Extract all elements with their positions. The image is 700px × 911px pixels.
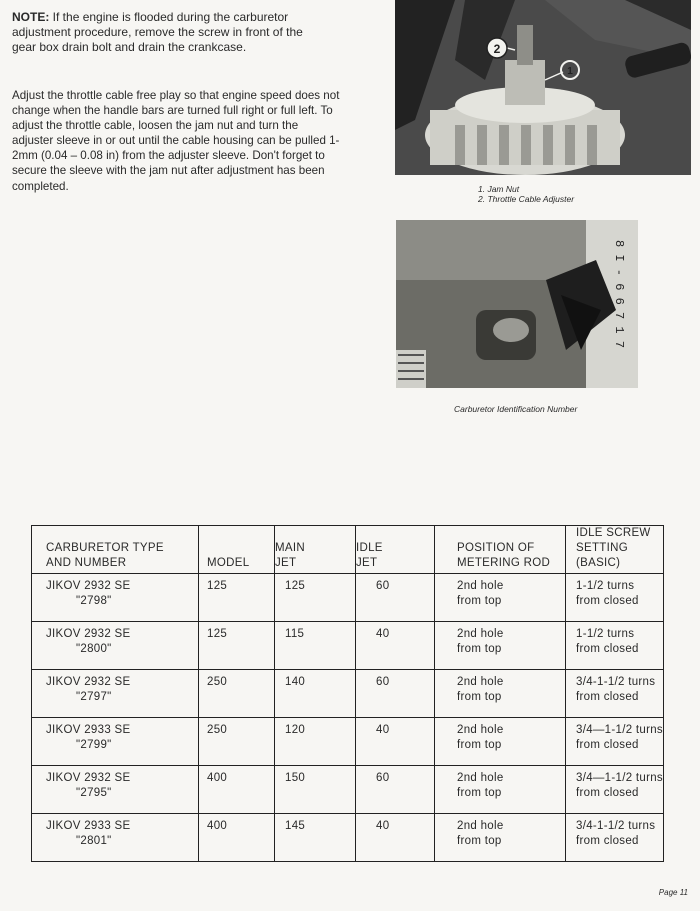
header-idle-jet: IDLE JET (356, 526, 435, 574)
note-block (12, 10, 312, 55)
cell-main-jet: 125 (275, 574, 356, 622)
cell-idle-jet: 40 (356, 718, 435, 766)
carburetor-illustration (396, 220, 638, 388)
note-text: If the engine is flooded during the carburetor adjustment procedure, remove the screw in front of the gear box drain bolt and drain the crankcase. (12, 10, 303, 54)
cell-model: 400 (199, 814, 275, 862)
cell-idle-screw-setting: 3/4-1-1/2 turns from closed (566, 670, 664, 718)
cell-metering-rod: 2nd hole from top (435, 670, 566, 718)
cell-metering-rod: 2nd hole from top (435, 574, 566, 622)
cell-main-jet: 120 (275, 718, 356, 766)
callout-1: 1 (567, 66, 573, 77)
callout-2: 2 (493, 42, 501, 56)
cell-carburetor-type: JIKOV 2932 SE "2800" (32, 622, 199, 670)
table-row (32, 622, 664, 670)
cell-main-jet: 115 (275, 622, 356, 670)
cell-idle-screw-setting: 3/4-1-1/2 turns from closed (566, 814, 664, 862)
figure2-caption: Carburetor Identification Number (454, 404, 578, 414)
figure1-caption (478, 184, 574, 204)
cell-carburetor-type: JIKOV 2933 SE "2799" (32, 718, 199, 766)
cell-idle-screw-setting: 1-1/2 turns from closed (566, 622, 664, 670)
header-idle-screw: IDLE SCREW SETTING (BASIC) (566, 526, 664, 574)
note-label: NOTE: (12, 10, 50, 24)
header-model: MODEL (199, 526, 275, 574)
cell-idle-screw-setting: 1-1/2 turns from closed (566, 574, 664, 622)
cell-model: 125 (199, 622, 275, 670)
cell-model: 250 (199, 670, 275, 718)
cell-idle-jet: 40 (356, 814, 435, 862)
header-metering-rod: POSITION OF METERING ROD (435, 526, 566, 574)
cell-idle-screw-setting: 3/4—1-1/2 turns from closed (566, 766, 664, 814)
table-row (32, 574, 664, 622)
cell-metering-rod: 2nd hole from top (435, 766, 566, 814)
cell-model: 250 (199, 718, 275, 766)
throttle-cable-photo (395, 0, 691, 175)
caption-jam-nut: 1. Jam Nut (478, 184, 520, 194)
table-row (32, 718, 664, 766)
caption-throttle-cable-adjuster: 2. Throttle Cable Adjuster (478, 194, 575, 204)
cell-metering-rod: 2nd hole from top (435, 718, 566, 766)
throttle-adjustment-paragraph: Adjust the throttle cable free play so that engine speed does not change when the handle bars are turned full right or full left. To adjust the throttle cable, loosen the jam nut and turn the adjuster sleeve in or out until the cable housing can be pulled 1-2mm (0.04 – 0.08 in) from the adjuster sleeve. Don't forget to secure the sleeve with the jam nut after adjustment has been completed. (12, 89, 340, 193)
cell-model: 125 (199, 574, 275, 622)
cell-main-jet: 150 (275, 766, 356, 814)
cell-metering-rod: 2nd hole from top (435, 814, 566, 862)
cell-carburetor-type: JIKOV 2932 SE "2798" (32, 574, 199, 622)
cell-main-jet: 145 (275, 814, 356, 862)
cell-idle-screw-setting: 3/4—1-1/2 turns from closed (566, 718, 664, 766)
table-row (32, 766, 664, 814)
cell-carburetor-type: JIKOV 2933 SE "2801" (32, 814, 199, 862)
carburetor-id-photo (396, 220, 638, 388)
table-row (32, 670, 664, 718)
header-main-jet: MAIN JET (275, 526, 356, 574)
cell-carburetor-type: JIKOV 2932 SE "2795" (32, 766, 199, 814)
cell-main-jet: 140 (275, 670, 356, 718)
carburetor-spec-table (31, 525, 664, 862)
cell-idle-jet: 60 (356, 670, 435, 718)
cell-carburetor-type: JIKOV 2932 SE "2797" (32, 670, 199, 718)
cell-model: 400 (199, 766, 275, 814)
cell-idle-jet: 60 (356, 574, 435, 622)
throttle-cable-illustration (395, 0, 691, 175)
page-number: Page 11 (658, 888, 688, 897)
cell-idle-jet: 40 (356, 622, 435, 670)
header-carburetor-type: CARBURETOR TYPE AND NUMBER (32, 526, 199, 574)
carburetor-stamp: 8 I - 6 6 7 1 7 (612, 240, 626, 349)
cell-idle-jet: 60 (356, 766, 435, 814)
cell-metering-rod: 2nd hole from top (435, 622, 566, 670)
table-header-row (32, 526, 664, 574)
table-row (32, 814, 664, 862)
